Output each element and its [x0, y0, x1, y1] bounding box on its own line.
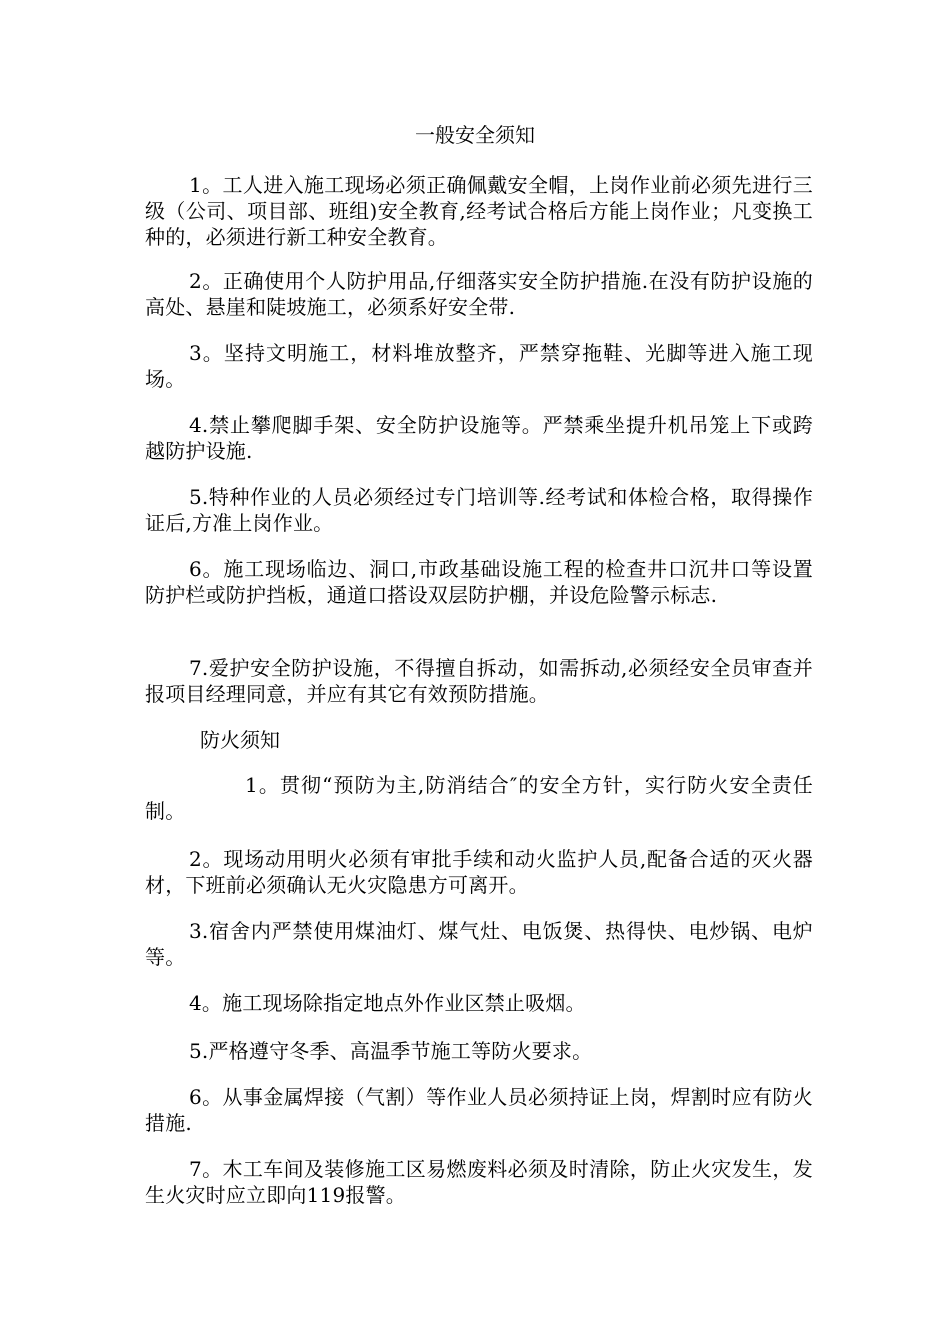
fire-item-7: 7。木工车间及装修施工区易燃废料必须及时清除，防止火灾发生，发生火灾时应立即向119报警。 — [145, 1157, 813, 1207]
general-item-1: 1。工人进入施工现场必须正确佩戴安全帽，上岗作业前必须先进行三级（公司、项目部、班组)安全教育,经考试合格后方能上岗作业；凡变换工种的，必须进行新工种安全教育。 — [145, 173, 813, 249]
fire-item-2: 2。现场动用明火必须有审批手续和动火监护人员,配备合适的灭火器材，下班前必须确认无火灾隐患方可离开。 — [145, 847, 813, 897]
document-title: 一般安全须知 — [415, 123, 535, 147]
fire-item-4: 4。施工现场除指定地点外作业区禁止吸烟。 — [189, 991, 586, 1015]
general-item-4: 4.禁止攀爬脚手架、安全防护设施等。严禁乘坐提升机吊笼上下或跨越防护设施. — [145, 413, 813, 463]
general-item-6: 6。施工现场临边、洞口,市政基础设施工程的检查井口沉井口等设置防护栏或防护挡板，通道口搭设双层防护棚，并设危险警示标志. — [145, 557, 813, 607]
general-item-7: 7.爱护安全防护设施，不得擅自拆动，如需拆动,必须经安全员审查并报项目经理同意，并应有其它有效预防措施。 — [145, 656, 813, 706]
fire-item-1: 1。贯彻“预防为主,防消结合″的安全方针，实行防火安全责任制。 — [145, 773, 813, 823]
general-item-2: 2。正确使用个人防护用品,仔细落实安全防护措施.在没有防护设施的高处、悬崖和陡坡施工，必须系好安全带. — [145, 269, 813, 319]
general-item-5: 5.特种作业的人员必须经过专门培训等.经考试和体检合格，取得操作证后,方准上岗作业。 — [145, 485, 813, 535]
fire-item-5: 5.严格遵守冬季、高温季节施工等防火要求。 — [189, 1039, 593, 1063]
fire-section-title: 防火须知 — [200, 728, 280, 752]
fire-item-6: 6。从事金属焊接（气割）等作业人员必须持证上岗，焊割时应有防火措施. — [145, 1085, 813, 1135]
general-item-3: 3。坚持文明施工，材料堆放整齐，严禁穿拖鞋、光脚等进入施工现场。 — [145, 341, 813, 391]
fire-item-3: 3.宿舍内严禁使用煤油灯、煤气灶、电饭煲、热得快、电炒锅、电炉等。 — [145, 919, 813, 969]
